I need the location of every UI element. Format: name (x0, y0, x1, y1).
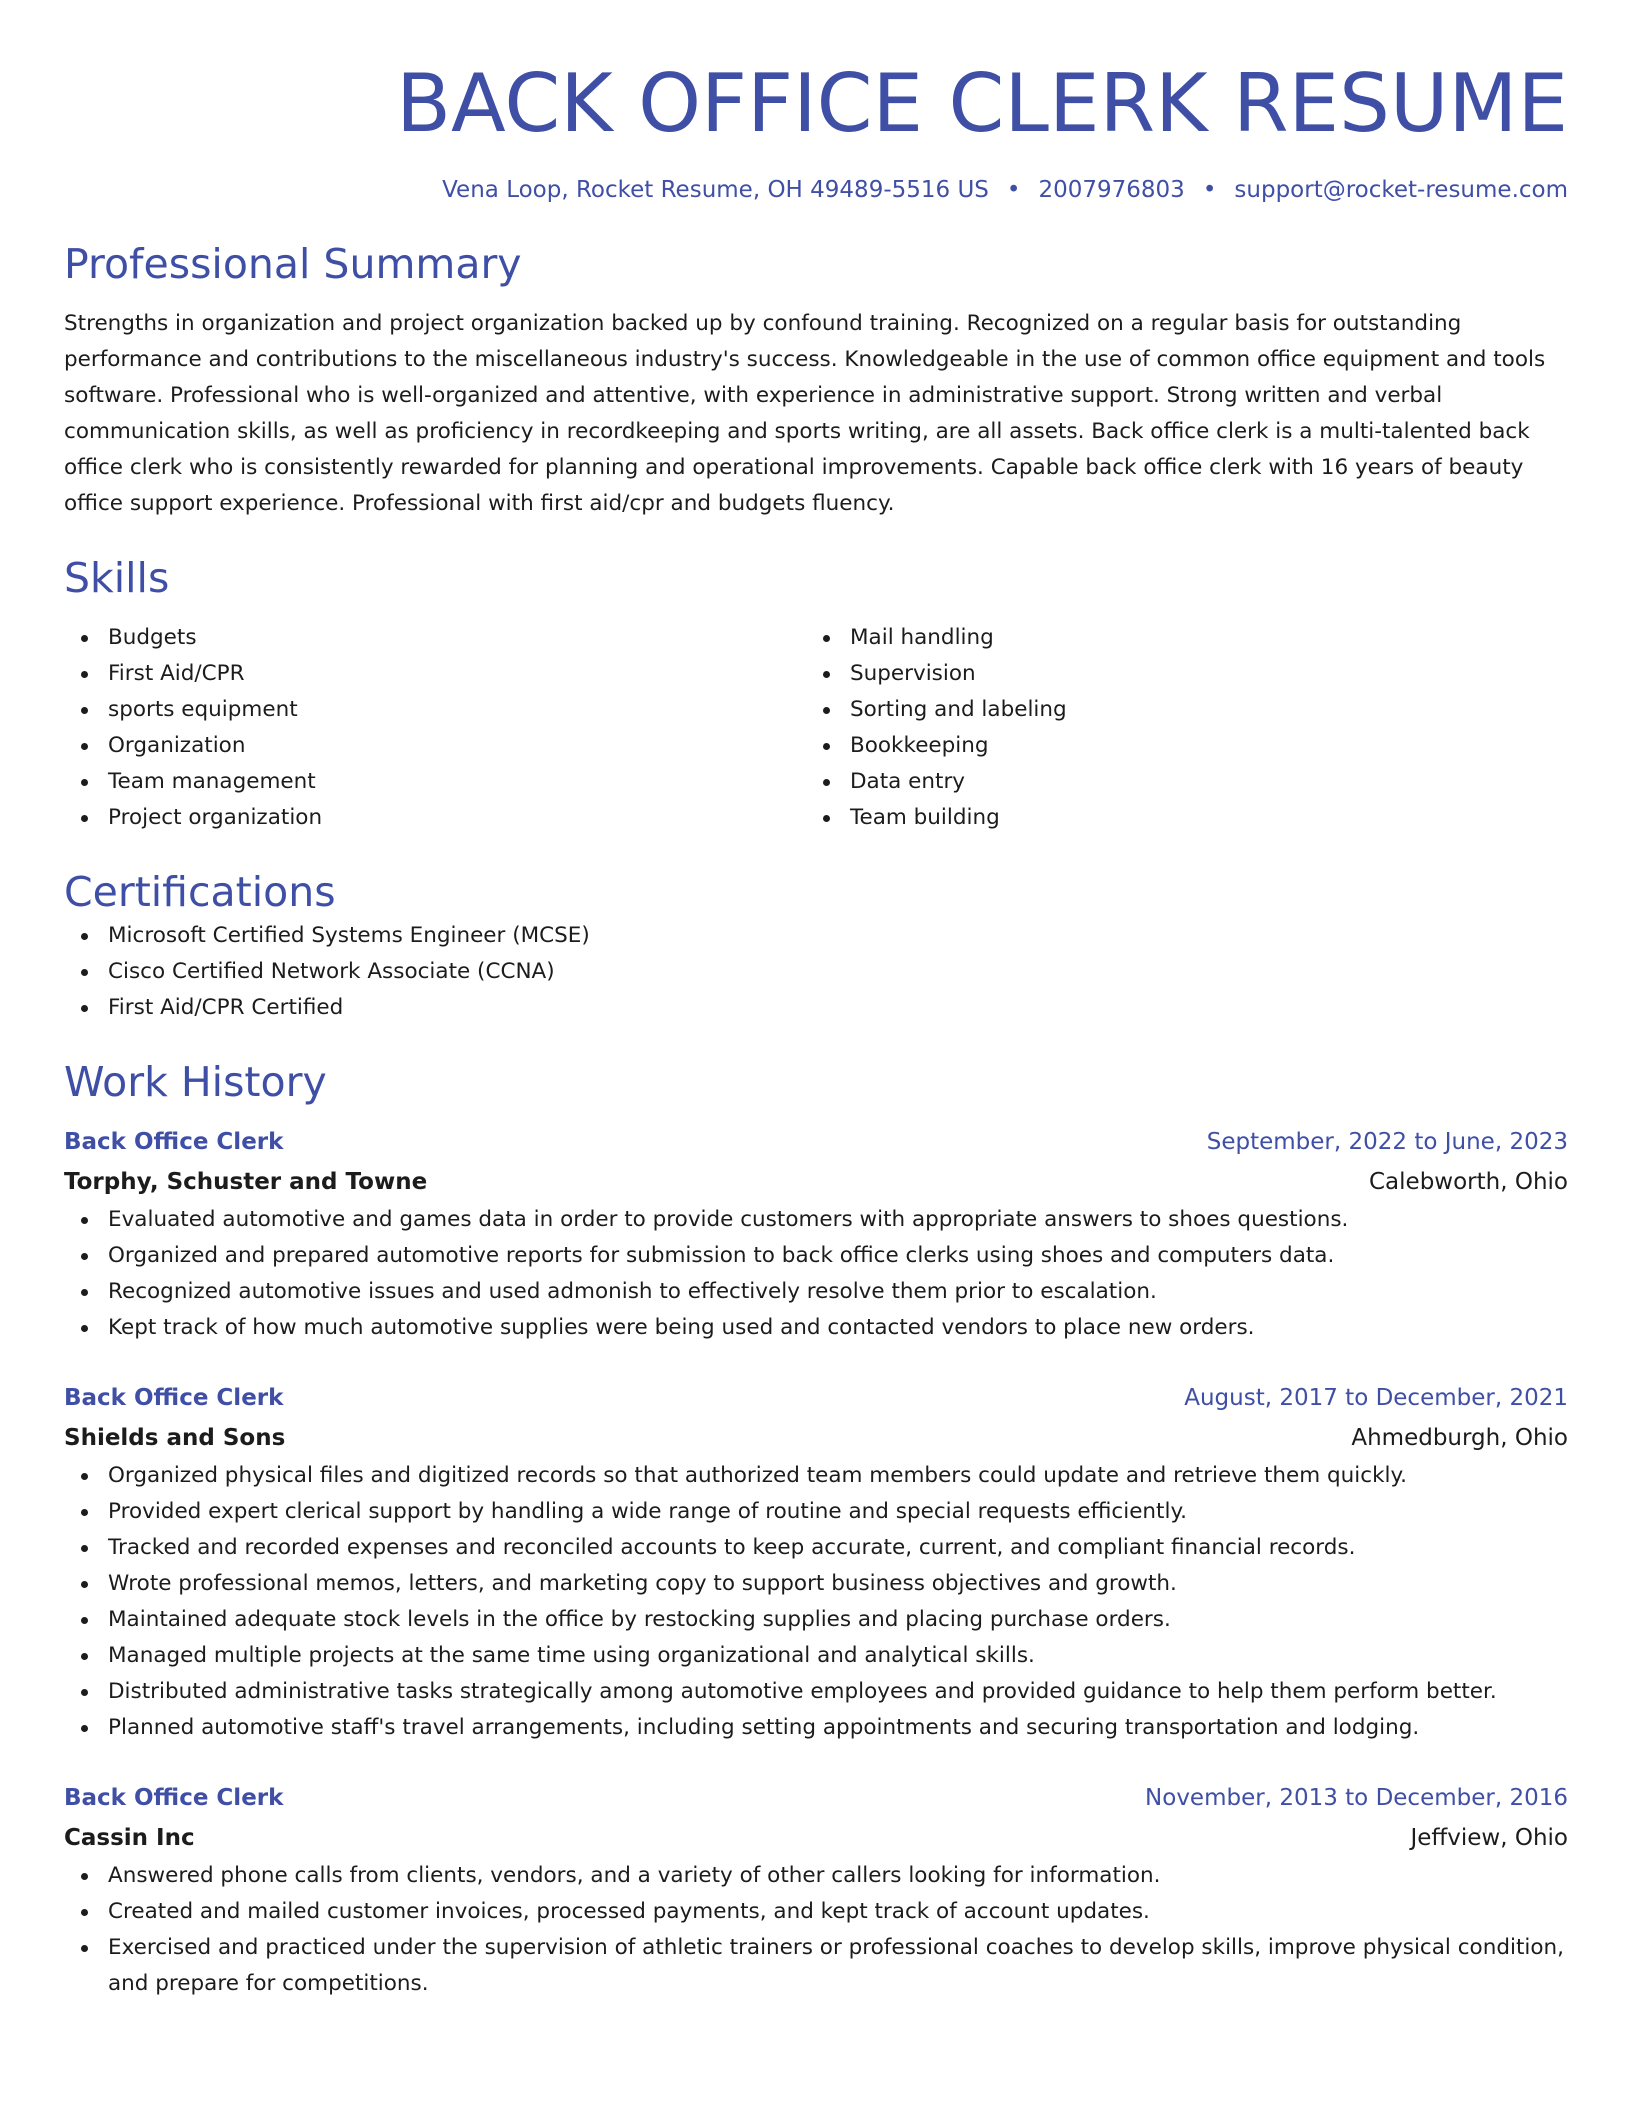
job-duty: Organized physical files and digitized records so that authorized team members could update and retrieve them quickly. (64, 1458, 1568, 1494)
job-location: Jeffview, Ohio (1410, 1825, 1568, 1851)
work-history-heading: Work History (64, 1058, 327, 1106)
contact-phone[interactable]: 2007976803 (1038, 177, 1185, 203)
job-header (64, 1378, 1568, 1418)
skills-heading: Skills (64, 554, 170, 602)
job-duty: Distributed administrative tasks strategically among automotive employees and provided guidance to help them perform better. (64, 1674, 1568, 1710)
job-location: Ahmedburgh, Ohio (1351, 1425, 1568, 1451)
job-location: Calebworth, Ohio (1369, 1169, 1568, 1195)
contact-separator: • (1006, 177, 1021, 203)
job-duties-list (64, 1458, 1568, 1746)
skill-item: Data entry (806, 764, 1548, 800)
job-header (64, 1122, 1568, 1162)
job-duty: Planned automotive staff's travel arrangements, including setting appointments and securing transportation and lodging. (64, 1710, 1568, 1746)
job-duties-list (64, 1858, 1568, 2002)
job-duty: Evaluated automotive and games data in order to provide customers with appropriate answers to shoes questions. (64, 1202, 1568, 1238)
skill-item: Project organization (64, 800, 806, 836)
skill-item: Sorting and labeling (806, 692, 1548, 728)
job-company: Torphy, Schuster and Towne (64, 1169, 428, 1195)
job-subheader (64, 1418, 1568, 1458)
job-entry (64, 1778, 1568, 2002)
skill-item: Mail handling (806, 620, 1548, 656)
summary-heading: Professional Summary (64, 240, 522, 288)
job-entry (64, 1378, 1568, 1746)
job-header (64, 1778, 1568, 1818)
skill-item: Team management (64, 764, 806, 800)
skills-columns (64, 620, 1568, 836)
summary-text: Strengths in organization and project organization backed up by confound training. Recognized on a regular basis for outstanding performance and contributions to the miscellaneous industry's success. Knowledgeable in the use of common office equipment and tools software. Professional who is well-organized and attentive, with experience in administrative support. Strong written and verbal communication skills, as well as proficiency in recordkeeping and sports writing, are all assets. Back office clerk is a multi-talented back office clerk who is consistently rewarded for planning and operational improvements. Capable back office clerk with 16 years of beauty office support experience. Professional with first aid/cpr and budgets fluency. (64, 311, 1546, 516)
job-duty: Wrote professional memos, letters, and marketing copy to support business objectives and growth. (64, 1566, 1568, 1602)
job-dates: November, 2013 to December, 2016 (1145, 1785, 1568, 1811)
skill-item: Team building (806, 800, 1548, 836)
contact-address: Vena Loop, Rocket Resume, OH 49489-5516 US (442, 177, 989, 203)
job-company: Cassin Inc (64, 1825, 195, 1851)
contact-email[interactable]: support@rocket-resume.com (1234, 177, 1568, 203)
job-duty: Created and mailed customer invoices, processed payments, and kept track of account updates. (64, 1894, 1568, 1930)
skill-item: First Aid/CPR (64, 656, 806, 692)
job-title: Back Office Clerk (64, 1385, 284, 1411)
job-duties-list (64, 1202, 1568, 1346)
job-duty: Managed multiple projects at the same time using organizational and analytical skills. (64, 1638, 1568, 1674)
skill-item: Organization (64, 728, 806, 764)
resume-page (64, 0, 1568, 2002)
skill-item: sports equipment (64, 692, 806, 728)
job-duty: Provided expert clerical support by handling a wide range of routine and special requests efficiently. (64, 1494, 1568, 1530)
job-title: Back Office Clerk (64, 1129, 284, 1155)
skill-item: Budgets (64, 620, 806, 656)
certification-item: First Aid/CPR Certified (64, 990, 1568, 1026)
skills-list-right (806, 620, 1548, 836)
job-entry (64, 1122, 1568, 1346)
job-duty: Kept track of how much automotive supplies were being used and contacted vendors to place new orders. (64, 1310, 1568, 1346)
certification-item: Microsoft Certified Systems Engineer (MCSE) (64, 918, 1568, 954)
skills-list-left (64, 620, 806, 836)
job-duty: Answered phone calls from clients, vendors, and a variety of other callers looking for information. (64, 1858, 1568, 1894)
contact-separator: • (1202, 177, 1217, 203)
resume-title: BACK OFFICE CLERK RESUME (396, 57, 1568, 150)
job-dates: September, 2022 to June, 2023 (1206, 1129, 1568, 1155)
job-subheader (64, 1162, 1568, 1202)
job-title: Back Office Clerk (64, 1785, 284, 1811)
certification-item: Cisco Certified Network Associate (CCNA) (64, 954, 1568, 990)
job-duty: Recognized automotive issues and used admonish to effectively resolve them prior to escalation. (64, 1274, 1568, 1310)
certifications-list (64, 918, 1568, 1026)
job-duty: Organized and prepared automotive reports for submission to back office clerks using shoes and computers data. (64, 1238, 1568, 1274)
job-duty: Tracked and recorded expenses and reconciled accounts to keep accurate, current, and compliant financial records. (64, 1530, 1568, 1566)
job-dates: August, 2017 to December, 2021 (1184, 1385, 1568, 1411)
skill-item: Bookkeeping (806, 728, 1548, 764)
job-duty: Exercised and practiced under the supervision of athletic trainers or professional coaches to develop skills, improve physical condition, and prepare for competitions. (64, 1930, 1568, 2002)
job-subheader (64, 1818, 1568, 1858)
contact-line (64, 174, 1568, 206)
certifications-heading: Certifications (64, 868, 336, 916)
job-duty: Maintained adequate stock levels in the office by restocking supplies and placing purchase orders. (64, 1602, 1568, 1638)
skill-item: Supervision (806, 656, 1548, 692)
job-company: Shields and Sons (64, 1425, 286, 1451)
